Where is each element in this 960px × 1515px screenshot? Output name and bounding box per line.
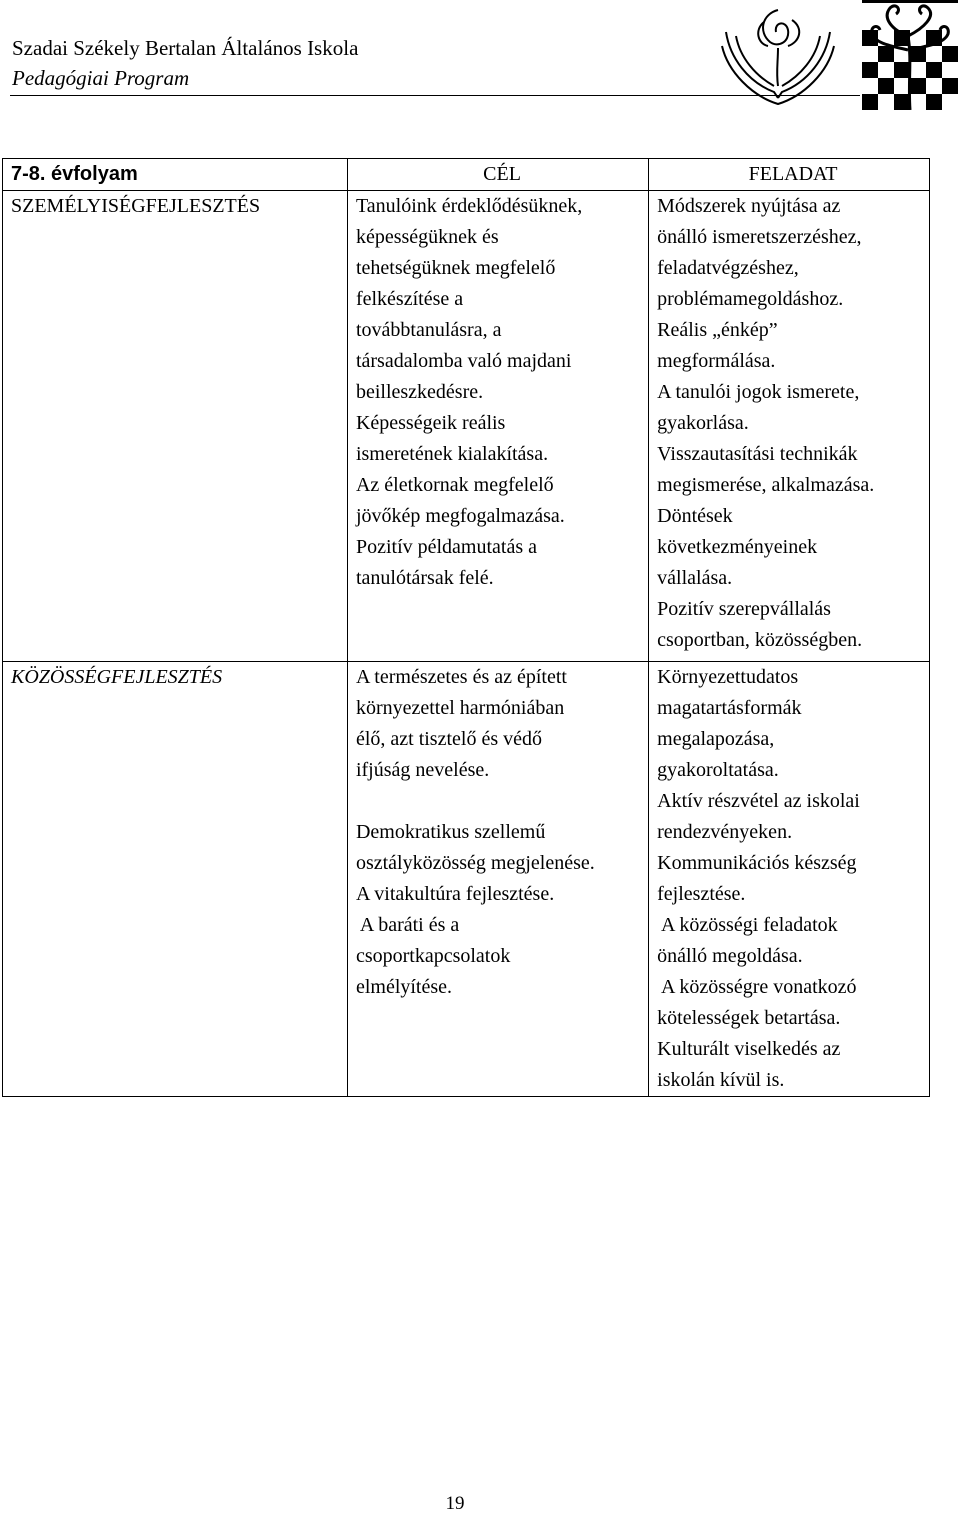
cel-line: osztályközösség megjelenése. (355, 852, 595, 874)
feladat-line: Pozitív szerepvállalás (657, 598, 831, 620)
feladat-cell (649, 662, 930, 1097)
feladat-line: A közösségre vonatkozó (657, 976, 857, 998)
feladat-line: A tanulói jogok ismerete, (657, 381, 860, 403)
cel-line: Az életkornak megfelelő (355, 474, 554, 496)
feladat-line: Visszautasítási technikák (657, 443, 858, 465)
cel-line: társadalomba való majdani (355, 350, 572, 372)
feladat-line: megformálása. (657, 350, 776, 372)
header-feladat: FELADAT (649, 159, 930, 191)
cel-cell (347, 191, 648, 662)
cel-line: élő, azt tisztelő és védő (355, 728, 542, 750)
cel-line: jövőkép megfogalmazása. (355, 505, 565, 527)
cel-line: elmélyítése. (355, 976, 453, 998)
feladat-line: önálló megoldása. (657, 945, 803, 967)
chess-tree-logo-icon (862, 0, 958, 110)
cel-line: tehetségüknek megfelelő (355, 257, 556, 279)
program-name: Pedagógiai Program (12, 66, 190, 90)
header-cel: CÉL (347, 159, 648, 191)
cel-line: továbbtanulásra, a (355, 319, 502, 341)
feladat-line: megalapozása, (657, 728, 775, 750)
page-header (0, 0, 960, 120)
cel-line: ifjúság nevelése. (355, 759, 490, 781)
feladat-line: megismerése, alkalmazása. (657, 474, 875, 496)
cel-line: A baráti és a (355, 914, 460, 936)
feladat-line: iskolán kívül is. (657, 1069, 785, 1091)
cel-line: képességüknek és (355, 226, 499, 248)
hands-tree-logo-icon (718, 2, 838, 108)
feladat-line: feladatvégzéshez, (657, 257, 799, 279)
feladat-line: magatartásformák (657, 697, 802, 719)
cel-line: környezettel harmóniában (355, 697, 565, 719)
row-label: SZEMÉLYISÉGFEJLESZTÉS (3, 191, 348, 662)
cel-line: felkészítése a (355, 288, 464, 310)
feladat-line: fejlesztése. (657, 883, 746, 905)
cel-line: Tanulóink érdeklődésüknek, (355, 195, 583, 217)
cel-line: beilleszkedésre. (355, 381, 484, 403)
cel-line: A természetes és az épített (355, 666, 567, 688)
feladat-line: Kommunikációs készség (657, 852, 857, 874)
feladat-line: Reális „énkép” (657, 319, 778, 341)
feladat-line: Aktív részvétel az iskolai (657, 790, 860, 812)
cel-line: tanulótársak felé. (355, 567, 494, 589)
row-label: KÖZÖSSÉGFEJLESZTÉS (3, 662, 348, 1097)
cel-line: csoportkapcsolatok (355, 945, 511, 967)
table-row (3, 662, 930, 1097)
development-plan-table (2, 158, 930, 1097)
cel-cell (347, 662, 648, 1097)
feladat-line: Módszerek nyújtása az (657, 195, 841, 217)
feladat-cell (649, 191, 930, 662)
page-number: 19 (445, 1493, 465, 1514)
feladat-line: vállalása. (657, 567, 733, 589)
cel-line: ismeretének kialakítása. (355, 443, 549, 465)
cel-line: Pozitív példamutatás a (355, 536, 538, 558)
feladat-line: önálló ismeretszerzéshez, (657, 226, 862, 248)
feladat-line: következményeinek (657, 536, 818, 558)
cel-line: A vitakultúra fejlesztése. (355, 883, 555, 905)
feladat-line: gyakoroltatása. (657, 759, 779, 781)
table-header-row (3, 159, 930, 191)
table-row (3, 191, 930, 662)
feladat-line: csoportban, közösségben. (657, 629, 863, 651)
feladat-line: A közösségi feladatok (657, 914, 838, 936)
feladat-line: kötelességek betartása. (657, 1007, 841, 1029)
cel-line: Képességeik reális (355, 412, 506, 434)
header-grade: 7-8. évfolyam (3, 159, 348, 191)
cel-line: Demokratikus szellemű (355, 821, 546, 843)
feladat-line: Kulturált viselkedés az (657, 1038, 841, 1060)
feladat-line: rendezvényeken. (657, 821, 793, 843)
school-name: Szadai Székely Bertalan Általános Iskola (12, 36, 359, 60)
blank-line (356, 786, 648, 817)
feladat-line: problémamegoldáshoz. (657, 288, 844, 310)
feladat-line: Döntések (657, 505, 733, 527)
feladat-line: Környezettudatos (657, 666, 799, 688)
feladat-line: gyakorlása. (657, 412, 749, 434)
